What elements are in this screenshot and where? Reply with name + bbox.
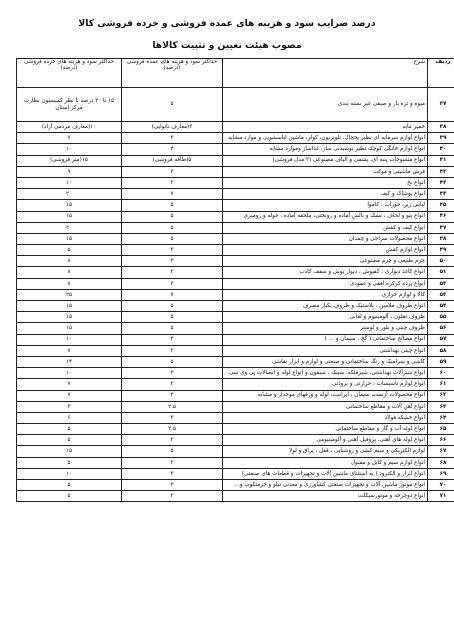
row-wholesale-rate: ۵ — [122, 312, 223, 323]
row-number: ۴۶ — [428, 211, 454, 222]
table-row — [17, 301, 454, 312]
row-wholesale-rate: ۷ — [122, 189, 223, 200]
row-retail-rate: ۱۵ — [17, 211, 122, 222]
table-row — [17, 245, 454, 256]
row-description: انواع پوشاک و کیف — [223, 189, 428, 200]
row-wholesale-rate: ۳ — [122, 245, 223, 256]
row-retail-rate: ۷ — [17, 133, 122, 144]
row-number: ۵۰ — [428, 256, 454, 267]
table-row — [17, 88, 454, 122]
row-wholesale-rate: ۳ — [122, 267, 223, 278]
row-number: ۶۷ — [428, 446, 454, 457]
row-number: ۵۸ — [428, 345, 454, 356]
table-row — [17, 289, 454, 300]
table-row — [17, 222, 454, 233]
table-row — [17, 189, 454, 200]
row-retail-rate: ۱۵ تا ۳۰ درصد با نظر کمیسیون نظارت مرکز استان — [17, 88, 122, 122]
row-retail-rate: ۱۵(متر فروشی) — [17, 155, 122, 166]
row-description: انواع چینی بهداشتی — [223, 345, 428, 356]
table-row — [17, 468, 454, 479]
row-number: ۴۴ — [428, 189, 454, 200]
header-description: شرح — [223, 59, 428, 88]
row-retail-rate: ۱۰ — [17, 468, 122, 479]
row-description: خمیر مایه — [223, 122, 428, 133]
row-description: انواع لوازم سیم و کابل و مفتول — [223, 457, 428, 468]
row-number: ۶۸ — [428, 457, 454, 468]
table-row — [17, 144, 454, 155]
table-row — [17, 390, 454, 401]
row-number: ۴۷ — [428, 222, 454, 233]
row-description: ظروف تفلون ، آلومینیوم و لعابی — [223, 312, 428, 323]
row-description: انواع آهن آلات و مقاطع ساختمانی — [223, 401, 428, 412]
row-number: ۵۳ — [428, 289, 454, 300]
row-retail-rate: ۵ — [17, 245, 122, 256]
row-description: انواع شیرآلات بهداشتی، شیرفلکه، سینک ، سیفون و انواع لوله و اتصالات پی وی سی — [223, 368, 428, 379]
row-retail-rate: ۱۰ — [17, 368, 122, 379]
row-retail-rate: ۱۵ — [17, 301, 122, 312]
row-wholesale-rate: ۳ — [122, 468, 223, 479]
row-description: انواع لوازم سرمایه ای نظیر یخچال، تلویزیون، کولر، ماشین لباسشویی و موارد مشابه — [223, 133, 428, 144]
row-retail-rate: ۷ — [17, 345, 122, 356]
row-description: میوه و تره بار و صیفی غیر بسته بندی — [223, 88, 428, 122]
row-retail-rate: ۱۰ — [17, 144, 122, 155]
table-body — [17, 88, 454, 502]
row-number: ۷۰ — [428, 480, 454, 491]
table-row — [17, 267, 454, 278]
row-retail-rate: ۳ — [17, 401, 122, 412]
row-number: ۷۱ — [428, 491, 454, 502]
row-description: انواع کیف و کفش — [223, 222, 428, 233]
row-description: ظروف چینی و بلور و لوستر — [223, 323, 428, 334]
row-description: انواع لوله آب و گاز و مقاطع ساختمانی — [223, 424, 428, 435]
row-description: انواع دوچرخه و موتورسیکلت — [223, 491, 428, 502]
row-wholesale-rate: ۷ — [122, 289, 223, 300]
table-row — [17, 211, 454, 222]
row-description: انواع مصالح ساختمانی ( گچ ، سیمان و ... ) — [223, 334, 428, 345]
row-wholesale-rate: ۵(طاقه فروشی) — [122, 155, 223, 166]
table-row — [17, 446, 454, 457]
header-row-no: ردیف — [428, 59, 454, 88]
row-description: کالا و لوازم خرازی — [223, 289, 428, 300]
row-number: ۴۳ — [428, 177, 454, 188]
row-retail-rate: ۸ — [17, 278, 122, 289]
row-retail-rate: ۲۰ — [17, 189, 122, 200]
row-description: انواع ابزار و الکترود ( به استثنای ماشین آلات و تجهیزات و قطعات های صنعتی) — [223, 468, 428, 479]
row-number: ۳۷ — [428, 88, 454, 122]
row-wholesale-rate: ۳ — [122, 166, 223, 177]
table-row — [17, 155, 454, 166]
row-description: انواع نخ — [223, 177, 428, 188]
table-row — [17, 334, 454, 345]
header-wholesale: حداکثر سود و هزینه های عمده فروشی (درصد) — [122, 59, 223, 88]
row-wholesale-rate: ۳ — [122, 480, 223, 491]
row-description: لباس زیر، جوراب ، کاموا — [223, 200, 428, 211]
row-wholesale-rate: ۳ — [122, 256, 223, 267]
row-number: ۴۹ — [428, 245, 454, 256]
table-row — [17, 122, 454, 133]
table-row — [17, 312, 454, 323]
row-wholesale-rate: ۳ — [122, 379, 223, 390]
row-description: انواع لوازم خانگی کوچک نظیر نوشیدنی ساز، غذاساز وموارد مشابه — [223, 144, 428, 155]
table-row — [17, 435, 454, 446]
row-retail-rate: ۷ — [17, 390, 122, 401]
row-wholesale-rate: ۵ — [122, 323, 223, 334]
row-number: ۵۶ — [428, 323, 454, 334]
row-number: ۶۱ — [428, 379, 454, 390]
row-retail-rate: ۱۵ — [17, 323, 122, 334]
row-number: ۶۰ — [428, 368, 454, 379]
table-row — [17, 401, 454, 412]
row-wholesale-rate: ۳ — [122, 491, 223, 502]
row-wholesale-rate: ۵ — [122, 88, 223, 122]
row-number: ۳۹ — [428, 133, 454, 144]
row-wholesale-rate: ۳ — [122, 133, 223, 144]
row-description: انواع منسوجات پنبه ای، پشمی و الیاف مصنوعی (۳ مدل فروشی) — [223, 155, 428, 166]
row-number: ۳۸ — [428, 122, 454, 133]
row-wholesale-rate: ۳ — [122, 457, 223, 468]
row-wholesale-rate: ۵ — [122, 200, 223, 211]
row-retail-rate: ۷ — [17, 379, 122, 390]
row-retail-rate: ۱۰ — [17, 177, 122, 188]
row-number: ۴۵ — [428, 200, 454, 211]
row-wholesale-rate: ۲.۵ — [122, 401, 223, 412]
row-wholesale-rate: ۳ — [122, 278, 223, 289]
row-number: ۴۸ — [428, 233, 454, 244]
row-retail-rate: ۵ — [17, 435, 122, 446]
table-row — [17, 424, 454, 435]
row-description: انواع خشکه فولاد — [223, 412, 428, 423]
table-row — [17, 233, 454, 244]
row-retail-rate: ۱۴ — [17, 356, 122, 367]
row-description: چرم طبیعی و چرم مصنوعی — [223, 256, 428, 267]
table-row — [17, 457, 454, 468]
row-wholesale-rate: ۳(معارف نانوایی) — [122, 122, 223, 133]
table-row — [17, 412, 454, 423]
row-number: ۶۴ — [428, 412, 454, 423]
row-wholesale-rate: ۳ — [122, 345, 223, 356]
row-number: ۵۵ — [428, 312, 454, 323]
row-wholesale-rate: ۳ — [122, 177, 223, 188]
row-retail-rate: ۱۰ — [17, 334, 122, 345]
table-row — [17, 256, 454, 267]
document-subtitle: مصوب هیئت تعیین و تثبیت کالاها — [152, 40, 302, 51]
row-retail-rate: ۲۵ — [17, 289, 122, 300]
table-row — [17, 480, 454, 491]
row-wholesale-rate: ۵ — [122, 356, 223, 367]
row-number: ۶۲ — [428, 390, 454, 401]
row-wholesale-rate: ۳ — [122, 412, 223, 423]
rates-table — [16, 58, 454, 502]
table-row — [17, 368, 454, 379]
table-row — [17, 166, 454, 177]
row-number: ۵۹ — [428, 356, 454, 367]
row-retail-rate: ۵ — [17, 480, 122, 491]
row-number: ۵۴ — [428, 301, 454, 312]
document-title: درصد ضرایب سود و هزینه های عمده فروشی و خرده فروشی کالا — [78, 18, 376, 29]
row-number: ۵۷ — [428, 334, 454, 345]
row-number: ۶۶ — [428, 435, 454, 446]
table-row — [17, 345, 454, 356]
row-description: انواع لوله های آهنی، پروفیل آهنی و آلومینیومی — [223, 435, 428, 446]
row-description: فرش ماشینی و موکت — [223, 166, 428, 177]
table-row — [17, 200, 454, 211]
table-row — [17, 379, 454, 390]
table-header-row — [17, 59, 454, 88]
row-retail-rate: ۲۰ — [17, 222, 122, 233]
row-retail-rate: ۵ — [17, 424, 122, 435]
row-retail-rate: ۵ — [17, 491, 122, 502]
row-wholesale-rate: ۳ — [122, 390, 223, 401]
row-description: انواع موتور ماشین آلات و تجهیزات صنعتی کشاورزی و معدنی تبلو و خرمنکوب و... — [223, 480, 428, 491]
row-wholesale-rate: ۳ — [122, 435, 223, 446]
row-number: ۶۹ — [428, 468, 454, 479]
row-description: انواع ظروف ملامین ، پلاستیک و ظروف یکبار مصرف — [223, 301, 428, 312]
row-number: ۴۲ — [428, 166, 454, 177]
row-number: ۴۰ — [428, 144, 454, 155]
row-description: لوازم الکتریکی و سیم کشی و روشنایی ، قفل ، یراق و لولا — [223, 446, 428, 457]
table-row — [17, 323, 454, 334]
row-wholesale-rate: ۳ — [122, 368, 223, 379]
row-wholesale-rate: ۵ — [122, 233, 223, 244]
row-description: کاشی و سرامیک و رنگ ساختمانی و صنعتی و لوازم و ابزار نقاشی — [223, 356, 428, 367]
row-wholesale-rate: ۵ — [122, 301, 223, 312]
table-row — [17, 356, 454, 367]
row-wholesale-rate: ۴ — [122, 144, 223, 155]
row-wholesale-rate: ۲.۵ — [122, 424, 223, 435]
row-description: انواع محصولات آزبست سیمان ، ایرانیت، لوله و ورقهای موجدار و مشابه — [223, 390, 428, 401]
row-description: انواع پتو و لحاف ، تشک و بالش آماده و روتختی، ملحفه آماده ، حوله و رومیزی — [223, 211, 428, 222]
row-description: انواع لوازم کفش — [223, 245, 428, 256]
row-retail-rate: ۱۵ — [17, 233, 122, 244]
table-row — [17, 278, 454, 289]
row-number: ۵۲ — [428, 278, 454, 289]
row-retail-rate: ۱۵ — [17, 446, 122, 457]
row-wholesale-rate: ۳ — [122, 334, 223, 345]
row-description: انواع پرده کرکره افقی و عمودی — [223, 278, 428, 289]
row-wholesale-rate: ۵ — [122, 222, 223, 233]
table-row — [17, 491, 454, 502]
row-retail-rate: ۹ — [17, 166, 122, 177]
row-number: ۶۵ — [428, 424, 454, 435]
row-wholesale-rate: ۵ — [122, 211, 223, 222]
row-retail-rate: ۶ — [17, 412, 122, 423]
row-number: ۴۱ — [428, 155, 454, 166]
table-row — [17, 133, 454, 144]
row-description: انواع لوازم تاسیسات ، حرارتی و برودتی — [223, 379, 428, 390]
row-retail-rate: ۵ — [17, 457, 122, 468]
row-retail-rate: ۱۵ — [17, 200, 122, 211]
row-number: ۵۱ — [428, 267, 454, 278]
table-row — [17, 177, 454, 188]
row-wholesale-rate: ۵ — [122, 446, 223, 457]
row-retail-rate: ۱۰(معارف مردمی آزاد) — [17, 122, 122, 133]
row-description: انواع کاغذ دیواری ، کفپوش ، دیوار پوش و سقف کاذب — [223, 267, 428, 278]
row-retail-rate: ۸ — [17, 256, 122, 267]
row-retail-rate: ۸ — [17, 267, 122, 278]
row-retail-rate: ۱۵ — [17, 312, 122, 323]
header-retail: حداکثر سود و هزینه های خرده فروشی (درصد) — [17, 59, 122, 88]
row-number: ۶۳ — [428, 401, 454, 412]
row-description: انواع محصولات سراجی و چمدان — [223, 233, 428, 244]
